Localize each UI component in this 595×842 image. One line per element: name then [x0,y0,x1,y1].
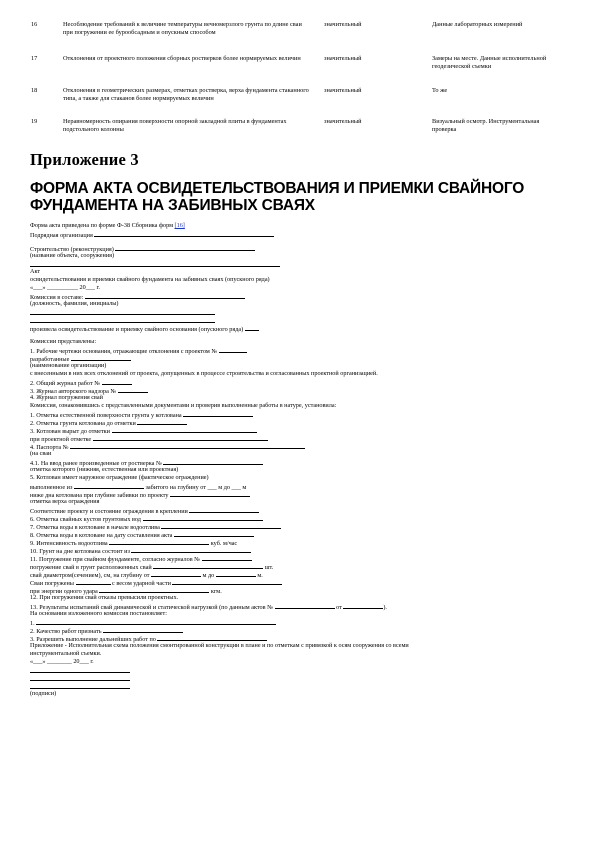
form-line: 11. Погружение при свайном фундаменте, согласно журналов № [30,554,570,562]
blank-field [170,490,250,497]
blank-field [112,426,257,433]
row-description: Несоблюдение требований к величине температуры вечномерзлого грунта по длине сваи при погружении ее бурообсадным и опускным способом [63,21,302,37]
signature-line [30,666,570,674]
reference-link[interactable]: [16] [174,222,185,229]
row-category: значительный [324,55,362,62]
form-date: «___» __________ 20___ г. [30,284,100,291]
blank-field [70,442,305,449]
form-line: Комиссия, ознакомившись с представленными документами и проверив выполненные работы в натуре, установила: [30,402,337,409]
form-line: произвела освидетельствование и приемку свайного основания (опускного ряда) [30,324,570,332]
form-line: 9. Интенсивность водоотлива куб. м/час [30,540,238,547]
row-description: Отклонения от проектного положения сборных ростверков более нормируемых величин [63,55,301,62]
blank-field [189,506,259,513]
form-line: 2. Качество работ признать [30,626,570,634]
row-control-method: Замеры на месте. Данные исполнительной геодезической съемки [432,55,547,71]
form-line: 1. [30,618,570,626]
form-line: (на сваи [30,450,52,457]
form-line: отметка которого (нижняя, естественная или проектная) [30,466,179,473]
blank-field [99,586,209,593]
form-line: Соответствие проекту и состояние ограждения в креплении [30,506,570,514]
row-description: Отклонения в геометрических размерах, отметках ростверка, верха фундамента стаканного типа, а также для стаканов более нормируемых величин [63,87,309,103]
form-line: разработанные [30,354,570,362]
blank-field [109,538,209,545]
signature-line [30,682,570,690]
form-line: 3. Котлован вырыт до отметки [30,426,570,434]
form-line: 6. Отметка свайных кустов грунтовых вод [30,514,570,522]
blank-field [30,674,130,681]
row-category: значительный [324,21,362,28]
blank-field [202,554,252,561]
form-line: Комиссия в составе: [30,292,570,300]
row-control-method: Данные лабораторных измерений [432,21,523,28]
blank-field [30,682,130,689]
blank-field [183,410,253,417]
form-line: 1. Рабочие чертежи основания, отражающие отклонения с проектом № [30,346,570,354]
row-category: значительный [324,118,362,125]
form-line: 10. Грунт на дне котлована состоит из [30,546,570,554]
form-line [30,308,570,316]
blank-field [94,230,274,237]
blank-field [103,626,183,633]
blank-field [118,386,148,393]
blank-field [115,244,255,251]
form-line: 13. Результаты испытаний свай динамической и статической нагрузкой (по данным актов № от ). [30,604,387,611]
blank-field [102,378,132,385]
blank-field [275,602,335,609]
blank-field [36,618,276,625]
form-line: Акт [30,268,41,275]
blank-field [30,666,130,673]
form-date: «___» ________ 20___ г. [30,658,94,665]
form-line: при проектной отметке [30,434,570,442]
form-line: (должность, фамилия, инициалы) [30,300,119,307]
form-line [30,260,570,268]
form-line: 7. Отметка воды в котловане в начале водоотлива [30,522,570,530]
row-number: 16 [31,21,38,28]
form-line: погружение свай в грунт расположенных свай шт. [30,564,274,571]
row-number: 19 [31,118,38,125]
form-line: Строительство (реконструкция) [30,244,570,252]
form-line: 3. Разрешить выполнение дальнейших работ по [30,634,570,642]
form-line: Сваи погружены с весом ударной части [30,578,570,586]
form-line: инструментальной съемки. [30,650,102,657]
signature-line [30,674,570,682]
blank-field [157,634,267,641]
blank-field [30,316,215,323]
form-line: Приложение - Исполнительная схема положения смонтированной конструкции в плане и по отметкам с привязкой к осям сооружения со всеми [30,642,409,649]
blank-field [151,570,201,577]
blank-field [216,570,256,577]
blank-field [163,458,263,465]
blank-field [131,546,251,553]
blank-field [76,578,111,585]
row-category: значительный [324,87,362,94]
act-form [30,222,570,698]
appendix-heading: Приложение 3 [30,150,139,169]
blank-field [174,530,254,537]
blank-field [219,346,247,353]
row-number: 17 [31,55,38,62]
form-line: (наименование организации) [30,362,107,369]
form-line: 2. Отметка грунта котлована до отметки [30,418,570,426]
form-line: 5. Котлован имеет наружное ограждение (фактическое ограждение) [30,474,209,481]
form-line: 3. Журнал авторского надзора № [30,386,570,394]
form-line: ниже дна котлована при глубине забивки по проекту [30,490,570,498]
form-line: Подрядная организация [30,230,570,238]
blank-field [30,260,280,267]
form-line: 1. Отметка естественной поверхности грунта у котлована [30,410,570,418]
form-line: 4.1. На ввод ранее произведенные от ростверка № [30,458,570,466]
form-line: 8. Отметка воды в котловане на дату составления акта [30,530,570,538]
form-line: 2. Общий журнал работ № [30,378,570,386]
blank-field [245,324,259,331]
form-line: с внесенными в них всех отклонений от проекта, допущенных в процессе строительства и согласованных проектной организацией. [30,370,378,377]
form-title: ФОРМА АКТА ОСВИДЕТЕЛЬСТВОВАНИЯ И ПРИЕМКИ СВАЙНОГО ФУНДАМЕНТА НА ЗАБИВНЫХ СВАЯХ [30,180,525,214]
blank-field [71,354,131,361]
form-line: при энергии одного удара кгм. [30,588,222,595]
row-control-method: То же [432,87,448,94]
row-control-method: Визуальный осмотр. Инструментальная проверка [432,118,540,134]
form-line: свай диаметром(сечением), см, на глубину от м до м. [30,572,263,579]
blank-field [172,578,282,585]
blank-field [153,562,263,569]
form-line: Комиссии представлены: [30,338,97,345]
signature-caption: (подписи) [30,690,57,697]
form-line: освидетельствования и приемки свайного фундамента на забивных сваях (опускного ряда) [30,276,270,283]
form-line: 4. Паспорта № [30,442,570,450]
blank-field [143,514,263,521]
form-line: 12. При погружении свай отказы превысили проектных. [30,594,179,601]
blank-field [93,434,268,441]
row-description: Неравномерность опирания поверхности опорной закладной плиты в фундаментах подстольного колонны [63,118,287,134]
form-line [30,316,570,324]
blank-field [85,292,245,299]
form-line: На основании изложенного комиссия постановляет: [30,610,167,617]
intro-text: Форма акта приведена по форме Ф-38 Сборника форм [30,222,175,229]
blank-field [161,522,281,529]
form-line: 4. Журнал погружения свай [30,394,103,401]
form-line: отметка верха ограждения [30,498,100,505]
row-number: 18 [31,87,38,94]
blank-field [30,308,215,315]
blank-field [343,602,383,609]
form-intro [30,222,570,230]
form-line: (название объекта, сооружения) [30,252,115,259]
form-line: выполненное из забитого на глубину от ___ м до ___ м [30,484,247,491]
blank-field [137,418,187,425]
blank-field [74,482,144,489]
